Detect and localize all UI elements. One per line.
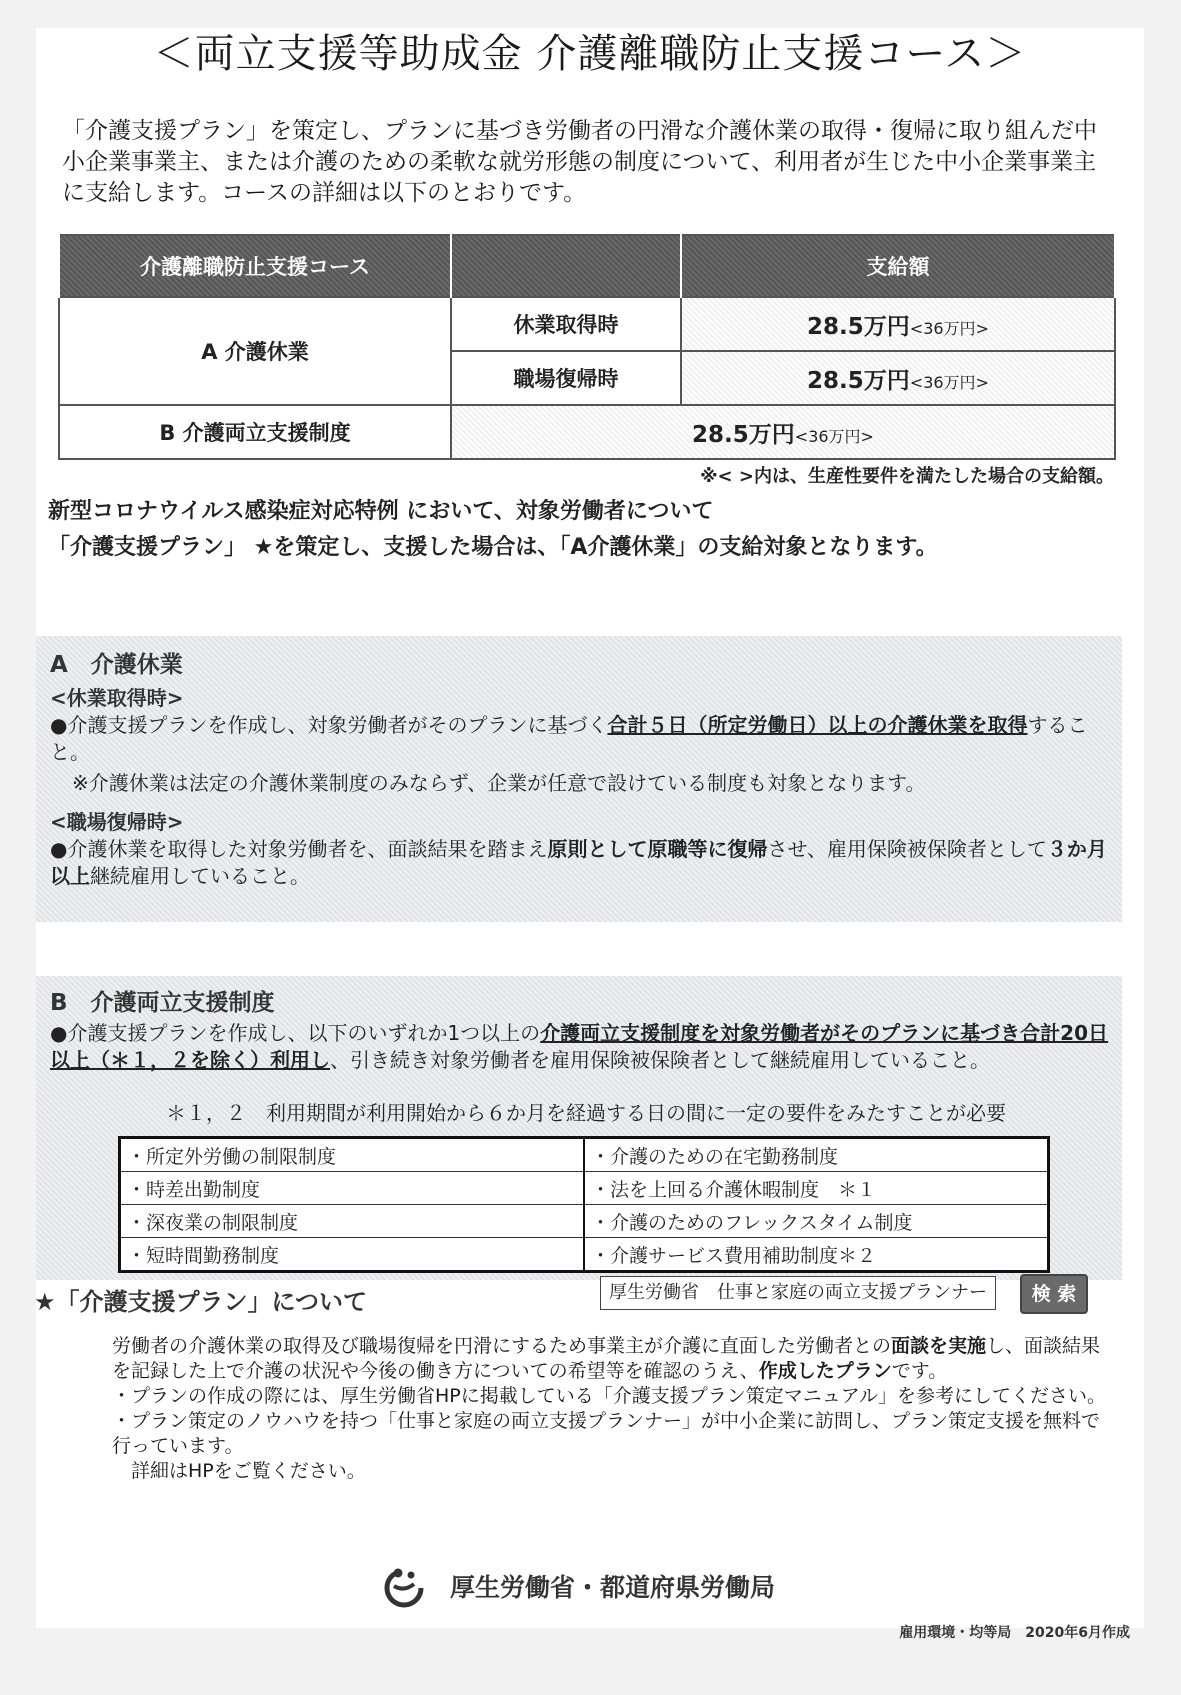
search-input[interactable]: 厚生労働省 仕事と家庭の両立支援プランナー [600, 1276, 996, 1310]
section-b-title: B 介護両立支援制度 [50, 990, 275, 1016]
amount-value: 28.5万円 [807, 313, 910, 340]
system-item: ・所定外労働の制限制度 [120, 1138, 585, 1172]
system-item: ・介護のための在宅勤務制度 [584, 1138, 1049, 1172]
section-a-bullet-2 [50, 836, 1110, 890]
text-bold: 面談を実施 [891, 1335, 987, 1357]
text-bold: 原則として原職等に復帰 [547, 837, 768, 861]
system-item: ・短時間勤務制度 [120, 1238, 585, 1272]
amount-alt: <36万円> [794, 426, 874, 446]
section-b-bullet-1 [50, 1020, 1110, 1074]
text: ●介護支援プランを作成し、対象労働者がそのプランに基づく [50, 713, 608, 737]
row-a-label: A 介護休業 [59, 297, 451, 405]
section-a-bullet-1 [50, 712, 1110, 766]
section-b-footnote: ＊１，２ 利用期間が利用開始から６か月を経過する日の間に一定の要件をみたすことが必要 [166, 1101, 1006, 1125]
special-line-1: 新型コロナウイルス感染症対応特例 において、対象労働者について [48, 499, 714, 524]
subsidy-table [58, 234, 1116, 460]
support-systems-table [118, 1136, 1050, 1273]
row-a1-amount [681, 297, 1115, 351]
row-b-amount [451, 405, 1115, 459]
amount-value: 28.5万円 [807, 367, 910, 394]
amount-alt: <36万円> [909, 372, 989, 392]
system-item: ・介護サービス費用補助制度＊２ [584, 1238, 1049, 1272]
text-underlined: 合計５日（所定労働日）以上の介護休業を取得 [607, 713, 1028, 737]
plan-title: ★「介護支援プラン」について [34, 1288, 368, 1316]
system-item: ・時差出勤制度 [120, 1172, 585, 1205]
page-title: ＜両立支援等助成金 介護離職防止支援コース＞ [153, 31, 1027, 77]
header-blank [451, 235, 681, 297]
system-item: ・介護のためのフレックスタイム制度 [584, 1205, 1049, 1238]
plan-paragraph-4: 詳細はHPをご覧ください。 [112, 1460, 366, 1482]
text-bold: 作成したプラン [758, 1360, 892, 1382]
section-b [36, 976, 1122, 1280]
system-item: ・法を上回る介護休暇制度 ＊１ [584, 1172, 1049, 1205]
row-b-label: B 介護両立支援制度 [59, 405, 451, 459]
section-a-note: ※介護休業は法定の介護休業制度のみならず、企業が任意で設けている制度も対象となります。 [72, 771, 926, 795]
text: です。 [891, 1360, 948, 1382]
plan-paragraph-3: ・プラン策定のノウハウを持つ「仕事と家庭の両立支援プランナー」が中小企業に訪問し、プラン策定支援を無料で行っています。 [112, 1410, 1101, 1457]
row-a2-sub: 職場復帰時 [451, 351, 681, 405]
special-line-2: 「介護支援プラン」 ★を策定し、支援した場合は、「A介護休業」の支給対象となります。 [48, 535, 938, 560]
document-page [34, 28, 1144, 1641]
header-course: 介護離職防止支援コース [59, 235, 451, 297]
amount-note: ※< >内は、生産性要件を満たした場合の支給額。 [700, 466, 1114, 487]
text: させ、雇用保険被保険者として [767, 837, 1047, 861]
plan-paragraph-2: ・プランの作成の際には、厚生労働省HPに掲載している「介護支援プラン策定マニュアル」を参考にしてください。 [112, 1385, 1106, 1407]
text: 継続雇用していること。 [90, 864, 310, 888]
text: ●介護支援プランを作成し、以下のいずれか1つ以上の [50, 1021, 541, 1045]
intro-text: 「介護支援プラン」を策定し、プランに基づき労働者の円滑な介護休業の取得・復帰に取り組んだ中小企業事業主、または介護のための柔軟な就労形態の制度について、利用者が生じた中小企業事業主に支給します。コースの詳細は以下のとおりです。 [62, 118, 1097, 206]
text-bold: ３か月以上 [50, 837, 1107, 888]
section-a-sub-2: <職場復帰時> [50, 810, 184, 834]
special-measure [48, 494, 938, 566]
row-a2-amount [681, 351, 1115, 405]
amount-value: 28.5万円 [692, 421, 795, 448]
text: 労働者の介護休業の取得及び職場復帰を円滑にするため事業主が介護に直面した労働者との [112, 1335, 892, 1357]
text: し、面談結果を記録した上で介護の状況や今後の働き方についての希望等を確認のうえ、 [112, 1335, 1101, 1382]
footer-credit: 雇用環境・均等局 2020年6月作成 [899, 1625, 1130, 1641]
amount-alt: <36万円> [909, 318, 989, 338]
text: すること。 [50, 713, 1088, 764]
system-item: ・深夜業の制限制度 [120, 1205, 585, 1238]
search-button[interactable]: 検 索 [1020, 1274, 1088, 1314]
text: ●介護休業を取得した対象労働者を、面談結果を踏まえ [50, 837, 548, 861]
ministry-logo-icon [382, 1564, 426, 1608]
text-underlined: 介護両立支援制度を対象労働者がそのプランに基づき合計20日以上（＊１，２を除く）利用し [50, 1021, 1109, 1072]
row-a1-sub: 休業取得時 [451, 297, 681, 351]
section-a-title: A 介護休業 [50, 652, 183, 678]
header-amount: 支給額 [681, 235, 1115, 297]
footer-organization: 厚生労働省・都道府県労働局 [450, 1573, 776, 1602]
section-a-sub-1: <休業取得時> [50, 686, 184, 710]
section-a [36, 636, 1122, 922]
plan-paragraph-1 [112, 1334, 1112, 1384]
plan-body [112, 1334, 1112, 1484]
text: 、引き続き対象労働者を雇用保険被保険者として継続雇用していること。 [330, 1048, 990, 1072]
